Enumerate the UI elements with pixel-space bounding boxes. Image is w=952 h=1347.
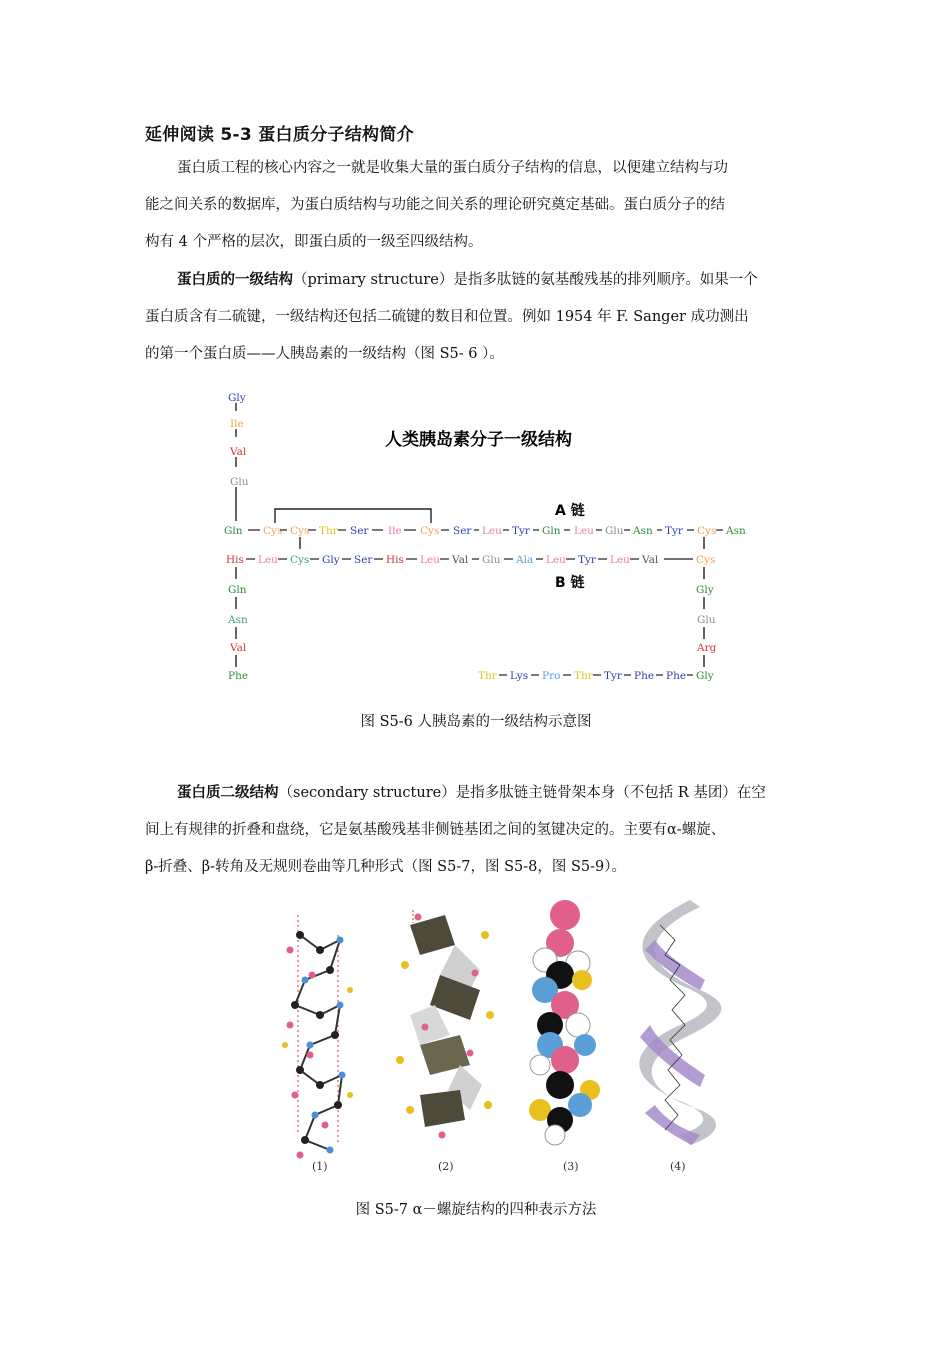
paragraph-primary-structure: [145, 262, 810, 373]
paragraph-text: （secondary structure）是指多肽链主链骨架本身（不包括 R 基团）在空: [278, 785, 766, 801]
residue-label: Gln: [224, 525, 243, 537]
insulin-primary-structure-figure: [220, 385, 760, 690]
residue-label: Thr: [574, 670, 593, 682]
figure-caption-s5-7: 图 S5-7 α－螺旋结构的四种表示方法: [355, 1202, 597, 1218]
figure-title: 人类胰岛素分子一级结构: [385, 430, 572, 450]
top-vertical-residues: [228, 392, 249, 488]
helix-panel-space-filling: [529, 900, 600, 1145]
helix-panel-ball-stick: [282, 915, 353, 1159]
bottom-row-residues: [478, 670, 714, 682]
residue-label: Glu: [482, 554, 501, 566]
paragraph-intro: [145, 150, 810, 261]
section-heading: 延伸阅读 5-3 蛋白质分子结构简介: [145, 125, 414, 145]
panel-label: (3): [563, 1160, 579, 1173]
residue-label: Val: [230, 446, 247, 458]
residue-label: Gly: [228, 392, 246, 404]
term-primary-structure: 蛋白质的一级结构: [177, 272, 293, 288]
residue-label: Glu: [697, 614, 716, 626]
residue-label: Leu: [610, 554, 630, 566]
residue-label: Thr: [478, 670, 497, 682]
residue-label: Gly: [696, 584, 714, 596]
residue-label: Asn: [633, 525, 653, 537]
paragraph-line: 的第一个蛋白质——人胰岛素的一级结构（图 S5- 6 ）。: [145, 346, 504, 362]
helix-panel-ribbon: [639, 900, 721, 1145]
term-secondary-structure: 蛋白质二级结构: [177, 785, 279, 801]
residue-label: Gln: [542, 525, 561, 537]
paragraph-line: β-折叠、β-转角及无规则卷曲等几种形式（图 S5-7，图 S5-8，图 S5-9）。: [145, 859, 626, 875]
residue-label: Tyr: [604, 670, 622, 682]
residue-label: Ser: [453, 525, 472, 537]
paragraph-line: [145, 775, 810, 812]
residue-label: Leu: [258, 554, 278, 566]
residue-label: Gln: [228, 584, 247, 596]
panel-labels: [312, 1160, 686, 1173]
panel-label: (4): [670, 1160, 686, 1173]
residue-label: Asn: [228, 614, 248, 626]
residue-label: Lys: [510, 670, 529, 682]
paragraph-text: （primary structure）是指多肽链的氨基酸残基的排列顺序。如果一个: [293, 272, 758, 288]
residue-label: Cys: [420, 525, 440, 537]
helix-panel-peptide-planes: [396, 910, 494, 1139]
paragraph-line: 蛋白质工程的核心内容之一就是收集大量的蛋白质分子结构的信息，以便建立结构与功: [177, 160, 728, 176]
residue-label: Ile: [230, 418, 244, 430]
residue-label: His: [386, 554, 404, 566]
residue-label: Ser: [350, 525, 369, 537]
figure-caption-s5-6: 图 S5-6 人胰岛素的一级结构示意图: [360, 714, 592, 730]
residue-label: Leu: [574, 525, 594, 537]
residue-label: Gly: [322, 554, 340, 566]
residue-label: Thr: [319, 525, 338, 537]
residue-label: Phe: [228, 670, 249, 682]
residue-label: Cys: [263, 525, 283, 537]
chain-b-top-residues: [226, 554, 715, 566]
panel-label: (1): [312, 1160, 328, 1173]
residue-label: Leu: [420, 554, 440, 566]
residue-label: Glu: [230, 476, 249, 488]
residue-label: Asn: [726, 525, 746, 537]
paragraph-line: 间上有规律的折叠和盘绕，它是氨基酸残基非侧链基团之间的氢键决定的。主要有α-螺旋、: [145, 822, 726, 838]
residue-label: Cys: [290, 554, 310, 566]
residue-label: Cys: [290, 525, 310, 537]
residue-label: Leu: [546, 554, 566, 566]
paragraph-line: 能之间关系的数据库，为蛋白质结构与功能之间关系的理论研究奠定基础。蛋白质分子的结: [145, 197, 725, 213]
residue-label: Cys: [696, 554, 716, 566]
residue-label: Pro: [542, 670, 561, 682]
residue-label: His: [226, 554, 244, 566]
right-vertical-residues: [696, 584, 717, 654]
paragraph-line: 构有 4 个严格的层次，即蛋白质的一级至四级结构。: [145, 234, 483, 250]
residue-label: Leu: [482, 525, 502, 537]
paragraph-line: 蛋白质含有二硫键，一级结构还包括二硫键的数目和位置。例如 1954 年 F. Sanger 成功测出: [145, 309, 749, 325]
left-vertical-residues: [227, 584, 248, 682]
residue-label: Val: [452, 554, 469, 566]
residue-label: Tyr: [665, 525, 683, 537]
residue-label: Cys: [697, 525, 717, 537]
residue-label: Tyr: [578, 554, 596, 566]
residue-label: Val: [642, 554, 659, 566]
paragraph-secondary-structure: [145, 775, 810, 886]
residue-label: Gly: [696, 670, 714, 682]
residue-label: Glu: [605, 525, 624, 537]
chain-a-residues: [224, 525, 746, 537]
residue-label: Arg: [697, 642, 717, 654]
residue-label: Phe: [634, 670, 655, 682]
chain-a-label: A 链: [555, 503, 585, 519]
residue-label: Ser: [354, 554, 373, 566]
chain-b-label: B 链: [555, 575, 585, 591]
alpha-helix-figure: [260, 895, 725, 1180]
residue-label: Val: [230, 642, 247, 654]
residue-label: Tyr: [512, 525, 530, 537]
panel-label: (2): [438, 1160, 454, 1173]
paragraph-line: [145, 262, 810, 299]
residue-label: Ala: [516, 554, 534, 566]
residue-label: Ile: [388, 525, 402, 537]
residue-label: Phe: [666, 670, 687, 682]
